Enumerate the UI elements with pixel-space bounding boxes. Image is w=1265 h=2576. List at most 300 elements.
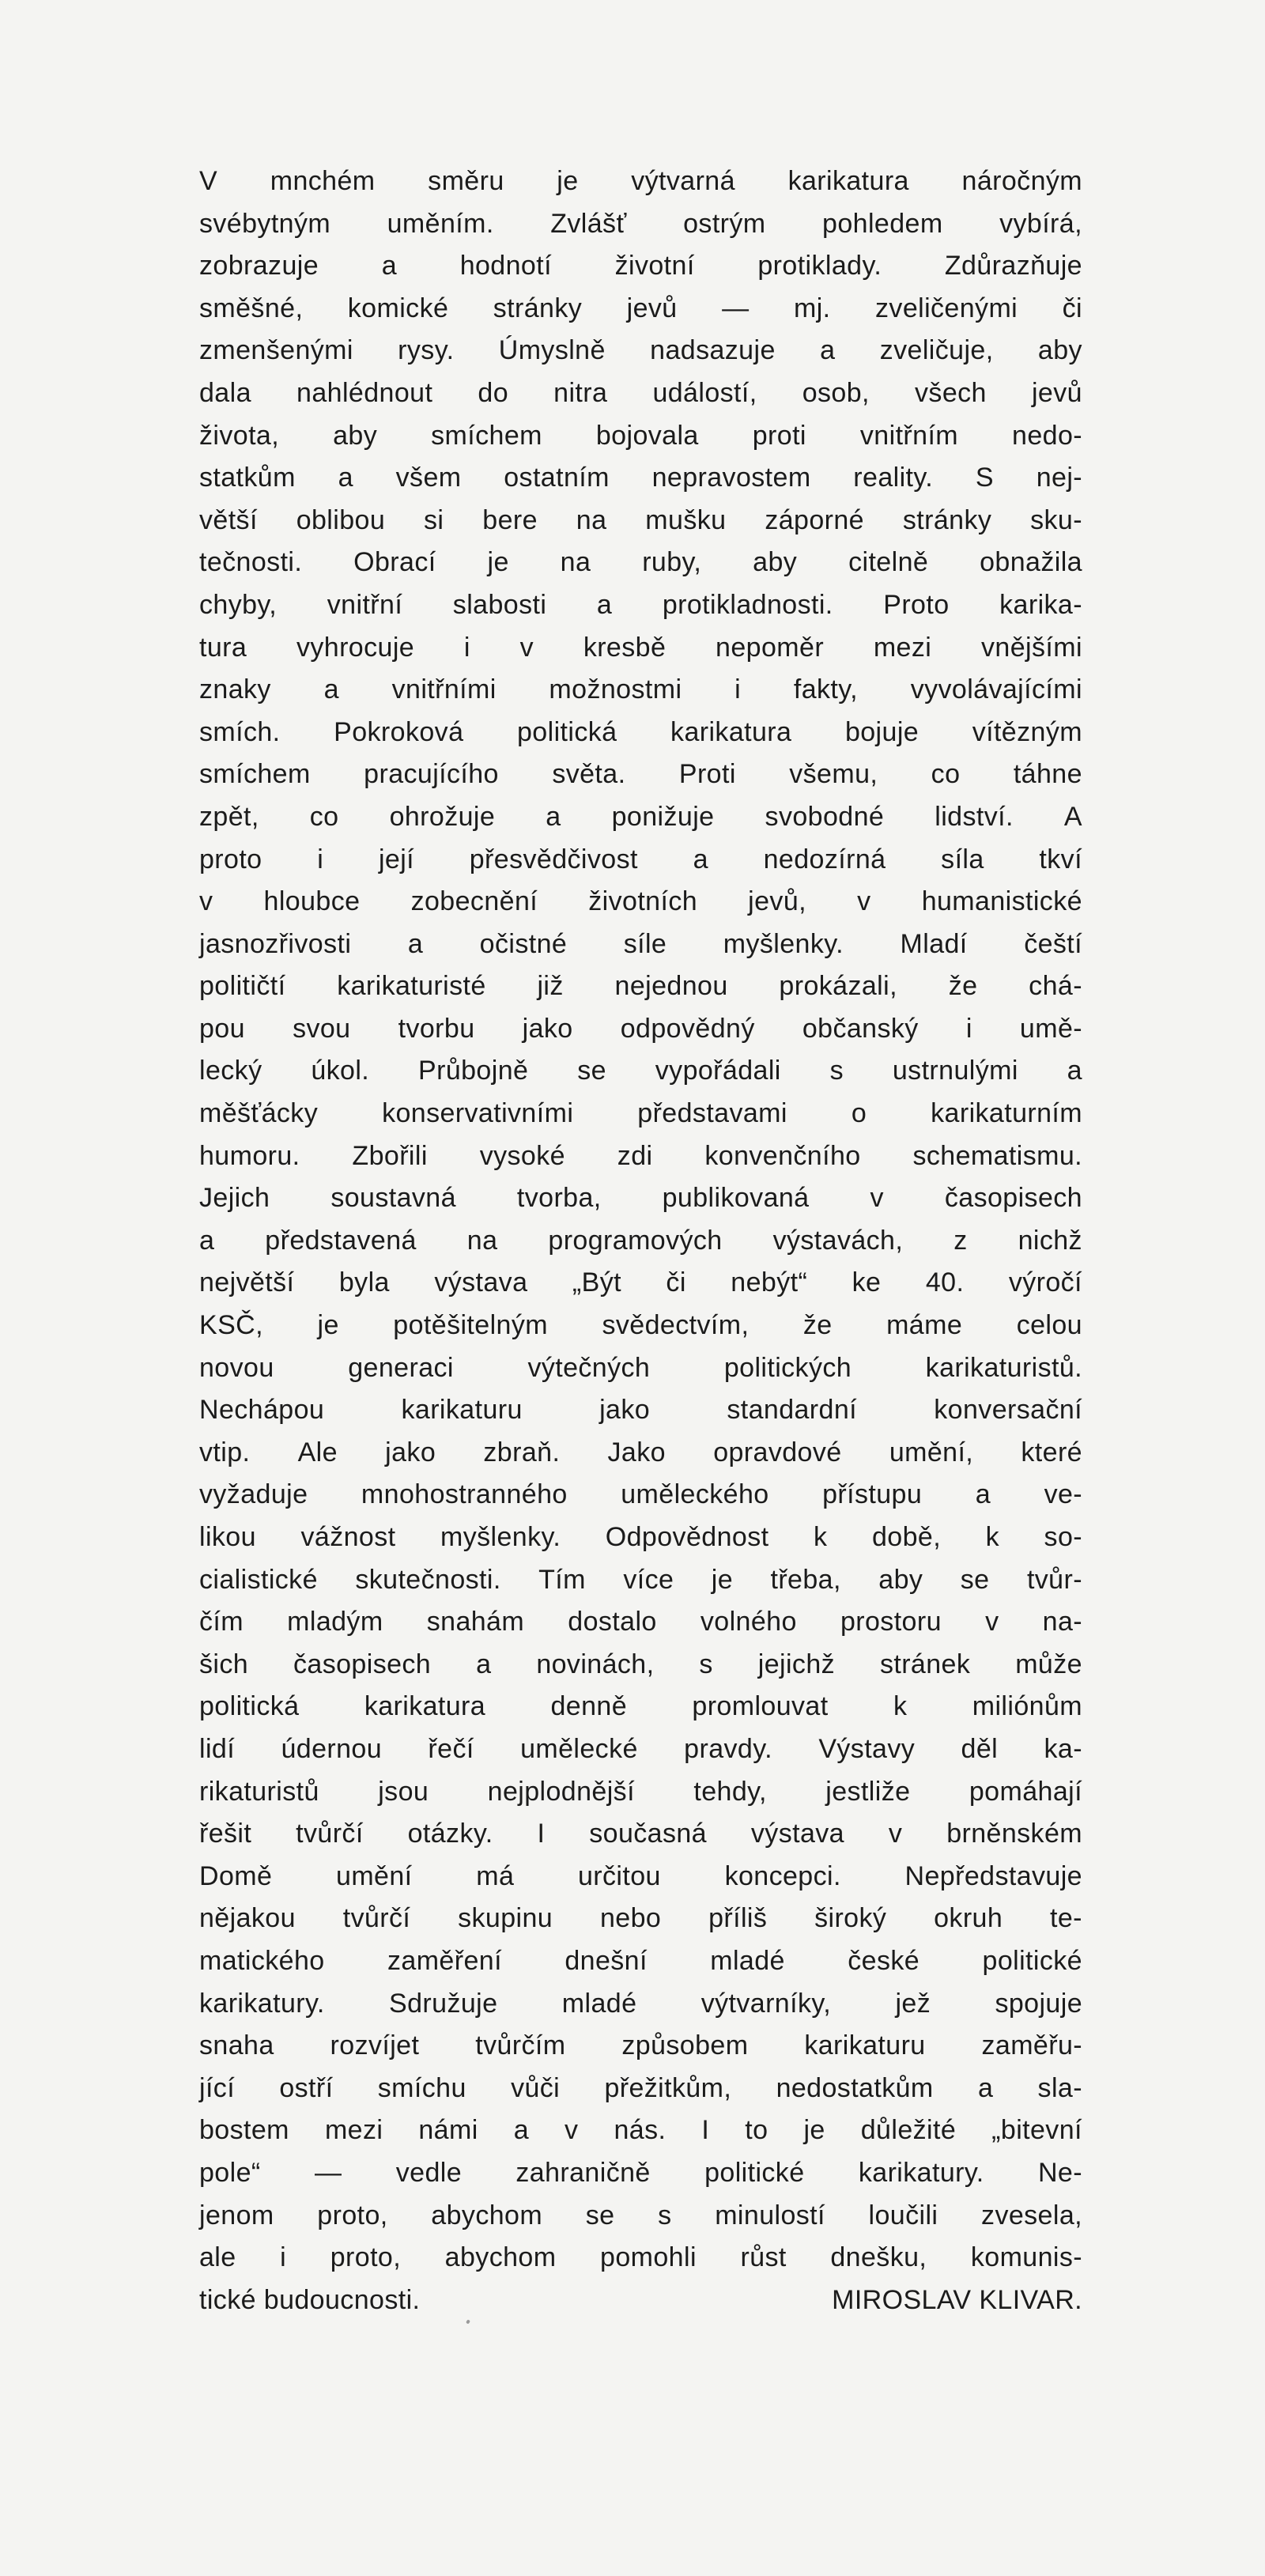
word: loučili xyxy=(868,2200,938,2230)
word: politická xyxy=(199,1691,300,1722)
word: lidí xyxy=(199,1733,236,1764)
word: řešit xyxy=(199,1819,252,1849)
word: vysoké xyxy=(479,1140,565,1171)
word: vedle xyxy=(395,2157,463,2188)
word: smíchem xyxy=(199,759,311,790)
word: v xyxy=(199,886,213,917)
word: na xyxy=(560,547,591,578)
word: bostem xyxy=(199,2115,289,2146)
word: přesvědčivost xyxy=(469,844,638,874)
word: děl xyxy=(961,1733,999,1764)
word: táhne xyxy=(1013,759,1082,790)
word: Obrací xyxy=(353,547,436,578)
word: největší xyxy=(199,1267,295,1298)
word: Nechápou xyxy=(199,1395,325,1426)
text-line xyxy=(199,500,1082,542)
word: nepravostem xyxy=(651,463,811,493)
text-line xyxy=(199,584,1082,627)
text-line xyxy=(199,712,1082,754)
word: i xyxy=(317,844,324,874)
word: co xyxy=(309,801,339,832)
word: Odpovědnost xyxy=(605,1522,769,1552)
word: vnitřní xyxy=(327,589,403,620)
word: nebýt“ xyxy=(731,1267,808,1298)
word: a xyxy=(546,801,561,832)
word: snaha xyxy=(199,2030,274,2061)
article-body xyxy=(199,161,1082,2321)
word: vyžaduje xyxy=(199,1479,308,1510)
word: pravdy. xyxy=(684,1733,772,1764)
word: řečí xyxy=(428,1733,474,1764)
word: znaky xyxy=(199,674,271,705)
word: Tím xyxy=(538,1564,586,1595)
word: výstava xyxy=(434,1267,528,1298)
word: pomohli xyxy=(600,2242,697,2273)
word: kresbě xyxy=(583,632,666,663)
word: byla xyxy=(338,1267,390,1298)
word: k xyxy=(985,1522,999,1552)
word: uměleckého xyxy=(621,1479,769,1510)
word: ohrožuje xyxy=(389,801,496,832)
word: vtip. xyxy=(199,1437,251,1467)
word: třeba, xyxy=(770,1564,841,1595)
text-line xyxy=(199,881,1082,924)
word: jako xyxy=(522,1013,573,1044)
word: „Být xyxy=(572,1267,621,1298)
text-line xyxy=(199,1050,1082,1093)
word: životních xyxy=(588,886,698,917)
word: A xyxy=(1063,801,1082,832)
word: spojuje xyxy=(995,1988,1082,2019)
word: skutečnosti. xyxy=(355,1564,501,1595)
text-line xyxy=(199,288,1082,330)
word: směru xyxy=(428,166,504,196)
text-line xyxy=(199,1135,1082,1178)
word: koncepci. xyxy=(724,1860,841,1891)
word: všemu, xyxy=(789,759,878,790)
word: smíchu xyxy=(377,2072,466,2103)
word: tvorbu xyxy=(398,1013,475,1044)
word: pracujícího xyxy=(364,759,499,790)
word: v xyxy=(519,632,534,663)
text-line xyxy=(199,1432,1082,1475)
word: KSČ, xyxy=(199,1310,263,1341)
word: nedo- xyxy=(1012,420,1082,451)
word: Výstavy xyxy=(818,1733,916,1764)
word: aby xyxy=(333,420,378,451)
word: pomáhají xyxy=(969,1776,1082,1807)
word: jsou xyxy=(378,1776,429,1807)
word: vyhrocuje xyxy=(296,632,415,663)
text-line xyxy=(199,1559,1082,1602)
word: růst xyxy=(740,2242,787,2273)
word: volného xyxy=(700,1607,797,1637)
text-line xyxy=(199,1389,1082,1432)
word: v xyxy=(985,1607,999,1637)
word: nebo xyxy=(599,1903,662,1934)
word: brněnském xyxy=(946,1819,1082,1849)
word: umělecké xyxy=(520,1733,638,1764)
text-line xyxy=(199,542,1082,584)
word: s xyxy=(658,2200,672,2230)
word: vyvolávajícími xyxy=(910,674,1082,705)
word: a xyxy=(975,1479,991,1510)
word: době, xyxy=(871,1522,942,1552)
word: životní xyxy=(614,251,695,281)
word: politická xyxy=(517,716,617,747)
word: tvůrčím xyxy=(475,2030,566,2061)
word: a xyxy=(381,251,398,281)
word: výstavách, xyxy=(772,1225,904,1256)
word: abychom xyxy=(444,2242,557,2273)
word: abychom xyxy=(431,2200,543,2230)
print-speck xyxy=(466,2319,470,2324)
word: te- xyxy=(1050,1903,1082,1934)
word: je xyxy=(711,1564,734,1595)
word: obnažila xyxy=(980,547,1082,578)
word: soustavná xyxy=(330,1183,456,1214)
word: nejednou xyxy=(614,971,728,1002)
word: mezi xyxy=(324,2115,383,2146)
word: ostatním xyxy=(504,463,610,493)
word: I xyxy=(537,1819,546,1849)
word: odpovědný xyxy=(620,1013,755,1044)
word: citelně xyxy=(848,547,929,578)
word: tvorba, xyxy=(516,1183,602,1214)
word: určitou xyxy=(578,1860,661,1891)
word: ponižuje xyxy=(611,801,715,832)
word: i xyxy=(965,1013,972,1044)
word: Nepředstavuje xyxy=(904,1860,1082,1891)
word: zaměřu- xyxy=(981,2030,1082,2061)
word: mezi xyxy=(873,632,932,663)
word: přežitkům, xyxy=(604,2072,732,2103)
word: které xyxy=(1021,1437,1082,1467)
word: života, xyxy=(199,420,280,451)
word: „bitevní xyxy=(991,2115,1082,2146)
word: cialistické xyxy=(199,1564,318,1595)
word: vážnost xyxy=(300,1522,396,1552)
text-line xyxy=(199,1728,1082,1771)
word: a xyxy=(338,463,353,493)
word: bojuje xyxy=(844,716,919,747)
word: a xyxy=(820,335,836,366)
word: uměním. xyxy=(387,208,494,239)
word: karikaturisté xyxy=(337,971,486,1002)
word: a xyxy=(693,844,708,874)
word: konversační xyxy=(934,1395,1082,1426)
word: mušku xyxy=(645,504,727,535)
word: tvůrčí xyxy=(296,1819,364,1849)
word: na xyxy=(576,504,607,535)
word: tvůr- xyxy=(1026,1564,1082,1595)
word: prokázali, xyxy=(779,971,897,1002)
word: na- xyxy=(1042,1607,1082,1637)
word: dostalo xyxy=(568,1607,657,1637)
word: karikatury. xyxy=(858,2157,984,2188)
word: promlouvat xyxy=(692,1691,829,1722)
word: jevů xyxy=(626,293,678,323)
word: i xyxy=(280,2242,287,2273)
word: představami xyxy=(637,1098,787,1129)
word: výročí xyxy=(1008,1267,1082,1298)
word: tehdy, xyxy=(693,1776,767,1807)
word: vnitřními xyxy=(391,674,497,705)
word: na xyxy=(466,1225,498,1256)
word: dala xyxy=(199,377,251,408)
word: o xyxy=(851,1098,867,1129)
word: umění, xyxy=(889,1437,974,1467)
word: vnitřním xyxy=(859,420,959,451)
word: generaci xyxy=(348,1352,454,1383)
word: aby xyxy=(878,1564,923,1595)
word: jenom xyxy=(199,2200,274,2230)
word: a xyxy=(323,674,339,705)
text-line xyxy=(199,245,1082,288)
word: rysy. xyxy=(398,335,455,366)
word: síle xyxy=(623,928,667,959)
word: sla- xyxy=(1037,2072,1082,2103)
word: svébytným xyxy=(199,208,331,239)
word: výtvarníky, xyxy=(700,1988,832,2019)
word: tura xyxy=(199,632,247,663)
word: tvůrčí xyxy=(342,1903,411,1934)
word: nějakou xyxy=(199,1903,296,1934)
word: Proto xyxy=(883,589,950,620)
word: oblibou xyxy=(296,504,386,535)
word: nitra xyxy=(553,377,608,408)
word: svědectvím, xyxy=(602,1310,750,1341)
word: novinách, xyxy=(536,1649,655,1679)
word: umění xyxy=(336,1860,413,1891)
text-line xyxy=(199,839,1082,882)
word: humanistické xyxy=(921,886,1082,917)
text-line xyxy=(199,1262,1082,1305)
word: fakty, xyxy=(793,674,858,705)
text-line xyxy=(199,330,1082,372)
word: i xyxy=(734,674,742,705)
word: se xyxy=(585,2200,615,2230)
word: vnějšími xyxy=(981,632,1082,663)
word: denně xyxy=(550,1691,628,1722)
word: karikatura xyxy=(364,1691,486,1722)
text-line xyxy=(199,796,1082,839)
word: směšné, xyxy=(199,293,304,323)
word: lidství. xyxy=(935,801,1014,832)
word: se xyxy=(960,1564,990,1595)
word: Ne- xyxy=(1037,2157,1082,2188)
word: političtí xyxy=(199,971,286,1002)
word: stránky xyxy=(902,504,992,535)
word: chyby, xyxy=(199,589,278,620)
text-line xyxy=(199,372,1082,415)
word: výtvarná xyxy=(631,166,735,196)
text-line xyxy=(199,627,1082,670)
word: se xyxy=(577,1056,606,1086)
word: nejplodnější xyxy=(487,1776,635,1807)
word: jako xyxy=(385,1437,436,1467)
word: minulostí xyxy=(715,2200,825,2230)
word: může xyxy=(1015,1649,1082,1679)
word: dnešní xyxy=(565,1945,648,1976)
word: bojovala xyxy=(595,420,699,451)
word: a xyxy=(407,928,424,959)
word: vypořádali xyxy=(655,1056,781,1086)
text-line xyxy=(199,1644,1082,1686)
word: nepoměr xyxy=(716,632,825,663)
word: zvesela, xyxy=(981,2200,1082,2230)
word: slabosti xyxy=(452,589,547,620)
word: je xyxy=(487,547,509,578)
word: mj. xyxy=(794,293,831,323)
word: tečnosti. xyxy=(199,547,303,578)
word: si xyxy=(424,504,444,535)
word: umě- xyxy=(1019,1013,1082,1044)
word: politické xyxy=(982,1945,1082,1976)
closing-text: tické budoucnosti. xyxy=(199,2284,421,2315)
word: Domě xyxy=(199,1860,273,1891)
word: pole“ xyxy=(199,2157,261,2188)
word: proto, xyxy=(317,2200,388,2230)
word: miliónům xyxy=(972,1691,1082,1722)
text-line xyxy=(199,1856,1082,1898)
word: myšlenky. xyxy=(440,1522,561,1552)
word: humoru. xyxy=(199,1140,300,1171)
word: proto, xyxy=(330,2242,402,2273)
word: Sdružuje xyxy=(389,1988,498,2019)
word: a xyxy=(199,1225,215,1256)
word: k xyxy=(814,1522,828,1552)
word: výstava xyxy=(750,1819,844,1849)
word: novou xyxy=(199,1352,274,1383)
word: náročným xyxy=(961,166,1082,196)
word: jevů xyxy=(1031,377,1082,408)
word: nichž xyxy=(1018,1225,1082,1256)
text-line xyxy=(199,1220,1082,1263)
word: všech xyxy=(915,377,987,408)
word: zveličenými xyxy=(875,293,1018,323)
word: vítězným xyxy=(972,716,1082,747)
word: ostří xyxy=(279,2072,334,2103)
word: karikaturu xyxy=(401,1395,523,1426)
text-line xyxy=(199,2110,1082,2152)
word: protiklady. xyxy=(757,251,882,281)
word: so- xyxy=(1044,1522,1082,1552)
word: stránky xyxy=(493,293,583,323)
word: zpět, xyxy=(199,801,259,832)
word: k xyxy=(893,1691,908,1722)
word: karikaturu xyxy=(804,2030,926,2061)
word: likou xyxy=(199,1522,256,1552)
word: mladé xyxy=(561,1988,637,2019)
word: větší xyxy=(199,504,258,535)
word: čím xyxy=(199,1607,244,1637)
word: smích. xyxy=(199,716,281,747)
word: je xyxy=(557,166,579,196)
word: otázky. xyxy=(407,1819,493,1849)
text-line xyxy=(199,924,1082,966)
word: konservativními xyxy=(382,1098,574,1129)
word: matického xyxy=(199,1945,325,1976)
word: ostrým xyxy=(683,208,766,239)
word: české xyxy=(848,1945,920,1976)
word: časopisech xyxy=(293,1649,432,1679)
word: šich xyxy=(199,1649,249,1679)
article-lines xyxy=(199,161,1082,2279)
word: jevů, xyxy=(748,886,806,917)
word: v xyxy=(888,1819,903,1849)
word: Mladí xyxy=(900,928,968,959)
word: tkví xyxy=(1039,844,1082,874)
text-line xyxy=(199,161,1082,203)
text-line xyxy=(199,1008,1082,1051)
word: proto xyxy=(199,844,262,874)
word: již xyxy=(537,971,564,1002)
word: síla xyxy=(941,844,984,874)
text-line xyxy=(199,965,1082,1008)
word: údernou xyxy=(281,1733,383,1764)
word: snahám xyxy=(426,1607,525,1637)
word: schematismu. xyxy=(912,1140,1082,1171)
text-line xyxy=(199,415,1082,458)
word: — xyxy=(314,2157,342,2188)
word: aby xyxy=(1037,335,1082,366)
word: — xyxy=(722,293,750,323)
word: měšťácky xyxy=(199,1098,319,1129)
word: mladým xyxy=(287,1607,383,1637)
word: ale xyxy=(199,2242,236,2273)
text-line xyxy=(199,1771,1082,1814)
word: publikovaná xyxy=(662,1183,810,1214)
word: dnešku, xyxy=(830,2242,927,2273)
word: v xyxy=(857,886,871,917)
text-line xyxy=(199,1347,1082,1390)
word: zahraničně xyxy=(515,2157,651,2188)
word: ve- xyxy=(1044,1479,1082,1510)
word: smíchem xyxy=(431,420,542,451)
word: pou xyxy=(199,1013,245,1044)
text-line xyxy=(199,2025,1082,2068)
word: máme xyxy=(886,1310,963,1341)
word: že xyxy=(948,971,978,1002)
word: čeští xyxy=(1024,928,1082,959)
word: Proti xyxy=(678,759,736,790)
word: potěšitelným xyxy=(393,1310,548,1341)
word: zveličuje, xyxy=(879,335,994,366)
text-line xyxy=(199,1474,1082,1517)
text-line xyxy=(199,1517,1082,1559)
text-line xyxy=(199,1305,1082,1347)
word: všem xyxy=(395,463,462,493)
word: statkům xyxy=(199,463,296,493)
text-line xyxy=(199,1983,1082,2026)
word: vůči xyxy=(511,2072,561,2103)
word: politických xyxy=(723,1352,852,1383)
text-line xyxy=(199,2195,1082,2238)
word: je xyxy=(317,1310,339,1341)
word: nedostatkům xyxy=(776,2072,934,2103)
text-line xyxy=(199,2237,1082,2279)
word: ke xyxy=(852,1267,882,1298)
word: myšlenky. xyxy=(723,928,844,959)
word: nadsazuje xyxy=(650,335,776,366)
word: svobodné xyxy=(765,801,885,832)
word: možnostmi xyxy=(549,674,682,705)
word: že xyxy=(802,1310,833,1341)
word: protikladnosti. xyxy=(662,589,833,620)
word: přístupu xyxy=(822,1479,923,1510)
closing-line xyxy=(199,2279,1082,2322)
